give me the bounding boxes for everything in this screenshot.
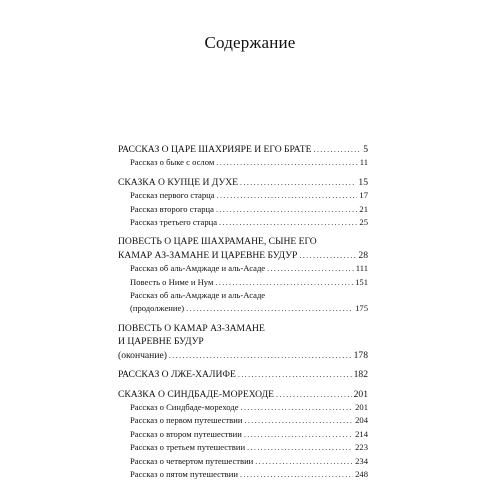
toc-page-number: 175 <box>355 303 368 314</box>
toc-entry-title: Рассказ третьего старца <box>130 217 218 228</box>
toc-page-number: 201 <box>353 388 368 400</box>
dot-leader <box>313 143 361 156</box>
dot-leader <box>240 176 356 189</box>
dot-leader <box>276 388 352 401</box>
toc-page-number: 223 <box>355 442 368 453</box>
toc-entry-title: Рассказ о первом путешествии <box>130 415 243 426</box>
toc-entry-title: Рассказ первого старца <box>130 190 215 201</box>
toc-section <box>118 143 368 170</box>
toc-entry <box>118 388 368 401</box>
toc-entry-title: Рассказ о пятом путешествии <box>130 468 238 479</box>
toc-entry-title: РАССКАЗ О ЦАРЕ ШАХРИЯРЕ И ЕГО БРАТЕ <box>118 144 312 155</box>
toc-subentry <box>118 156 368 169</box>
dot-leader <box>244 428 353 441</box>
dot-leader <box>216 156 357 169</box>
toc-entry-title: СКАЗКА О КУПЦЕ И ДУХЕ <box>118 176 239 188</box>
toc-page-number: 151 <box>355 276 368 287</box>
toc-subentry <box>118 468 368 481</box>
dot-leader <box>255 455 353 468</box>
toc-page-number: 182 <box>353 369 368 381</box>
dot-leader <box>299 249 356 262</box>
toc-subentry <box>118 401 368 414</box>
toc-entry-title: Рассказ о втором путешествии <box>130 428 242 439</box>
dot-leader <box>244 414 353 427</box>
toc-entry-title: (окончание) <box>118 349 167 361</box>
toc-page-number: 11 <box>359 157 368 168</box>
toc-page-number: 178 <box>353 349 368 361</box>
toc-page-number: 17 <box>359 190 368 201</box>
toc-entry-title-line: ПОВЕСТЬ О КАМАР АЗ-ЗАМАНЕ <box>118 322 265 334</box>
toc-entry-title: Рассказ о третьем путешествии <box>130 442 246 453</box>
dot-leader <box>240 468 353 481</box>
toc-section <box>118 368 368 381</box>
toc-page-number: 15 <box>358 176 368 188</box>
toc-subentry <box>118 189 368 202</box>
toc-page-number: 201 <box>355 401 368 412</box>
dot-leader <box>241 401 354 414</box>
toc-entry-title: СКАЗКА О СИНДБАДЕ-МОРЕХОДЕ <box>118 388 275 400</box>
toc-section <box>118 322 368 362</box>
toc-page-number: 5 <box>363 144 368 155</box>
toc-section <box>118 176 368 230</box>
dot-leader <box>215 276 353 289</box>
toc-entry <box>118 368 368 381</box>
toc-entry-title: КАМАР АЗ-ЗАМАНЕ И ЦАРЕВНЕ БУДУР <box>118 249 298 261</box>
dot-leader <box>247 441 353 454</box>
dot-leader <box>238 368 352 381</box>
toc-entry-title: Рассказ о четвертом путешествии <box>130 455 254 466</box>
dot-leader <box>216 203 357 216</box>
toc-entry <box>118 143 368 156</box>
page-title: Содержание <box>204 33 296 52</box>
dot-leader <box>169 349 352 362</box>
toc-entry-title: Повесть о Ниме и Нум <box>130 276 214 287</box>
toc-entry-title: Рассказ об аль-Амджаде и аль-Асаде <box>130 263 266 274</box>
toc-entry-title-line: ПОВЕСТЬ О ЦАРЕ ШАХРАМАНЕ, СЫНЕ ЕГО <box>118 236 317 248</box>
toc-subentry <box>118 203 368 216</box>
toc-entry-title: РАССКАЗ О ЛЖЕ-ХАЛИФЕ <box>118 369 236 381</box>
toc-entry-title-line: Рассказ об аль-Амджаде и аль-Асаде <box>130 290 266 301</box>
toc-page-number: 234 <box>355 455 368 466</box>
toc-page-number: 204 <box>355 415 368 426</box>
toc-entry <box>118 176 368 189</box>
toc-page-number: 25 <box>359 217 368 228</box>
toc-subentry <box>118 428 368 441</box>
toc-entry-title: Рассказ о быке с ослом <box>130 157 215 168</box>
dot-leader <box>217 189 358 202</box>
toc-subentry <box>118 455 368 468</box>
toc-page-number: 21 <box>359 203 368 214</box>
toc-entry-title: Рассказ второго старца <box>130 203 214 214</box>
toc-entry-title: (продолжение) <box>130 303 185 314</box>
toc-section <box>118 388 368 482</box>
toc-subentry <box>118 414 368 427</box>
dot-leader <box>267 262 354 275</box>
toc-section <box>118 235 368 315</box>
toc-subentry <box>118 441 368 454</box>
toc-entry <box>118 249 368 262</box>
toc-subentry <box>118 276 368 289</box>
toc-subentry <box>118 216 368 229</box>
table-of-contents <box>118 143 368 487</box>
toc-entry-title: Рассказ о Синдбаде-мореходе <box>130 401 239 412</box>
toc-page-number: 111 <box>355 263 368 274</box>
toc-entry-title-line: И ЦАРЕВНЕ БУДУР <box>118 336 204 348</box>
toc-entry <box>118 349 368 362</box>
toc-subentry <box>118 302 368 315</box>
dot-leader <box>186 302 353 315</box>
toc-page-number: 214 <box>355 428 368 439</box>
toc-subentry <box>118 262 368 275</box>
toc-page-number: 28 <box>358 249 368 261</box>
toc-page-number: 248 <box>355 468 368 479</box>
dot-leader <box>219 216 357 229</box>
